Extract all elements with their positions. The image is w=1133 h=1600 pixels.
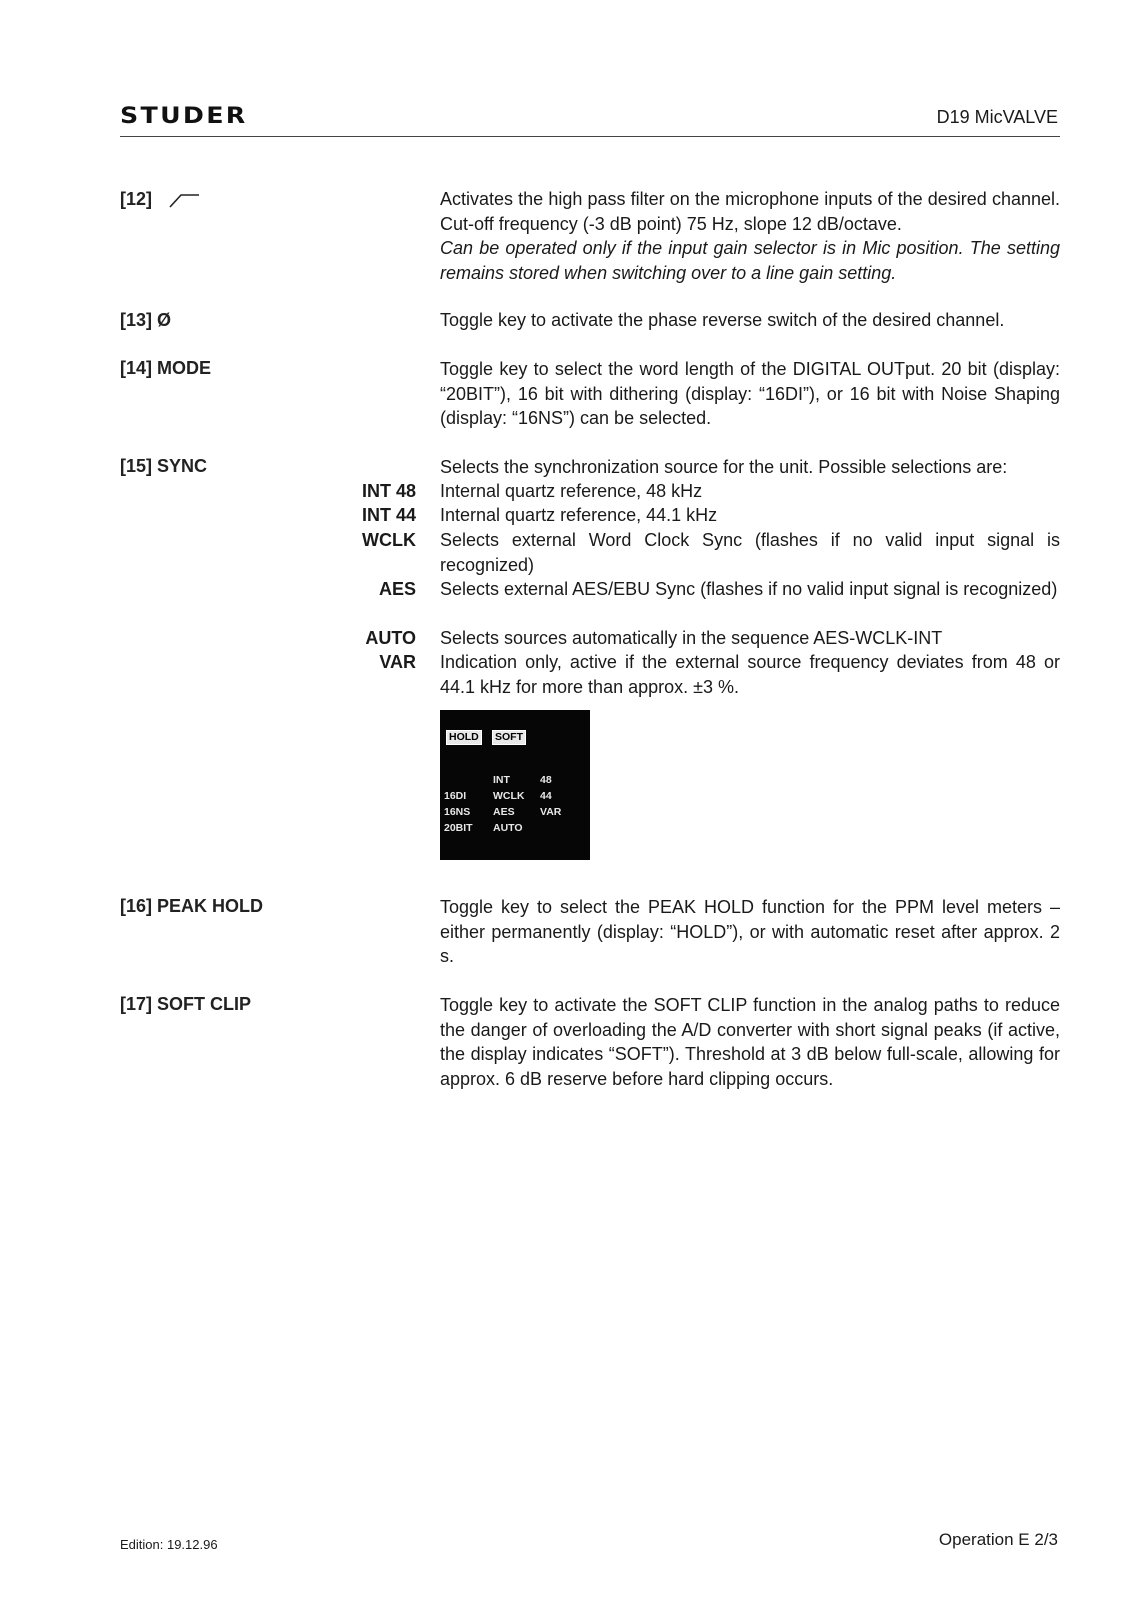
- item-12-note: Can be operated only if the input gain selector is in Mic position. The setting remains stored when switching over to a line gain setting.: [440, 238, 1060, 283]
- item-16-label: [16] PEAK HOLD: [120, 896, 264, 916]
- display-wclk: WCLK: [493, 790, 525, 802]
- item-12-text: Activates the high pass filter on the microphone inputs of the desired channel. Cut-off frequency (-3 dB point) 75 Hz, slope 12 dB/octave.: [440, 189, 1060, 234]
- sync-desc-wclk: Selects external Word Clock Sync (flashes if no valid input signal is recognized): [440, 530, 1060, 575]
- footer-page: Operation E 2/3: [938, 1530, 1058, 1549]
- sync-desc-aes: Selects external AES/EBU Sync (flashes if no valid input signal is recognized): [440, 579, 1058, 599]
- item-12-label: [120, 189, 199, 210]
- item-14-description: [440, 357, 1060, 431]
- item-16-text: Toggle key to select the PEAK HOLD function for the PPM level meters – either permanently (display: “HOLD”), or with automatic reset after approx. 2 s.: [440, 897, 1060, 966]
- sync-key-int48: INT 48: [361, 481, 416, 501]
- item-13-label: [13] Ø: [120, 310, 172, 330]
- item-12-description: [440, 187, 1060, 285]
- item-12-number: [12]: [120, 189, 153, 209]
- item-17-description: [440, 993, 1060, 1091]
- display-16ns: 16NS: [444, 806, 471, 818]
- item-15-label: [15] SYNC: [120, 456, 208, 476]
- sync-key-var: VAR: [379, 652, 416, 672]
- sync-key-int44: INT 44: [361, 505, 416, 525]
- sync-key-aes: AES: [378, 579, 416, 599]
- high-pass-filter-icon: [169, 191, 199, 209]
- header-divider: [120, 136, 1060, 137]
- item-15-text: Selects the synchronization source for the unit. Possible selections are:: [440, 457, 1008, 477]
- item-17-text: Toggle key to activate the SOFT CLIP function in the analog paths to reduce the danger of overloading the A/D converter with short signal peaks (if active, the display indicates “SOFT”). Threshold at 3 dB below full-scale, allowing for approx. 6 dB reserve before hard clipping occurs.: [440, 995, 1060, 1089]
- item-14-text: Toggle key to select the word length of the DIGITAL OUTput. 20 bit (display: “20BIT”), 16 bit with dithering (display: “16DI”), or 16 bit with Noise Shaping (display: “16NS”) can be selected.: [440, 359, 1060, 428]
- footer-edition: Edition: 19.12.96: [120, 1537, 218, 1552]
- display-var: VAR: [540, 806, 562, 818]
- sync-desc-int44: Internal quartz reference, 44.1 kHz: [440, 505, 718, 525]
- item-14-label: [14] MODE: [120, 358, 212, 378]
- studer-logo: STUDER: [120, 104, 248, 129]
- display-soft: SOFT: [492, 730, 526, 745]
- item-15-description: [440, 455, 1060, 480]
- sync-desc-auto: Selects sources automatically in the sequence AES-WCLK-INT: [440, 628, 943, 648]
- item-13-text: Toggle key to activate the phase reverse switch of the desired channel.: [440, 310, 1005, 330]
- sync-desc-var: Indication only, active if the external source frequency deviates from 48 or 44.1 kHz for more than approx. ±3 %.: [440, 652, 1060, 697]
- document-title: D19 MicVALVE: [936, 107, 1058, 127]
- display-aes: AES: [493, 806, 515, 818]
- display-48: 48: [540, 774, 552, 786]
- item-16-description: [440, 895, 1060, 969]
- display-20bit: 20BIT: [444, 822, 473, 834]
- display-hold: HOLD: [446, 730, 482, 745]
- display-auto: AUTO: [493, 822, 523, 834]
- sync-key-wclk: WCLK: [362, 530, 416, 550]
- sync-key-auto: AUTO: [365, 628, 416, 648]
- sync-desc-int48: Internal quartz reference, 48 kHz: [440, 481, 703, 501]
- unit-display-image: [440, 710, 590, 860]
- display-44: 44: [540, 790, 552, 802]
- display-16di: 16DI: [444, 790, 467, 802]
- item-17-label: [17] SOFT CLIP: [120, 994, 252, 1014]
- display-int: INT: [493, 774, 510, 786]
- item-13-description: [440, 308, 1060, 333]
